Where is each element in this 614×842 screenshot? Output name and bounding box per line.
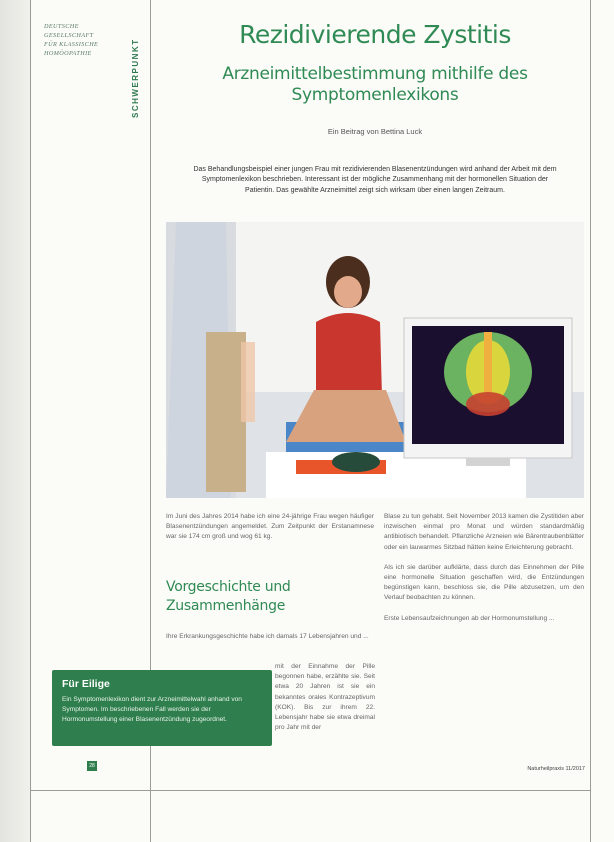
article-title: Rezidivierende Zystitis <box>239 20 511 49</box>
page-border-right <box>590 0 591 842</box>
logo-line: HOMÖOPATHIE <box>44 50 92 57</box>
section-label: SCHWERPUNKT <box>131 38 140 118</box>
logo-line: GESELLSCHAFT <box>44 32 94 39</box>
logo-line: FÜR KLASSISCHE <box>44 41 99 48</box>
body-paragraph: Ihre Erkrankungsgeschichte habe ich damals 17 Lebensjahren und ... <box>166 633 369 640</box>
body-column-left-narrow <box>275 662 375 743</box>
page-number: 28 <box>87 761 97 771</box>
footer-journal: Naturheilpraxis 11/2017 <box>527 766 585 772</box>
page-border-left <box>30 0 31 842</box>
logo-line: DEUTSCHE <box>44 23 79 30</box>
body-paragraph: mit der Einnahme der Pille begonnen habe, erzählte sie. Seit etwa 20 Jahren ist sie ein bekanntes orales Kontrazeptivum (KOK). Bis zur ihrem 22. Lebensjahr habe sie etwa dreimal pro Jahr mit der <box>275 663 375 732</box>
society-logo <box>44 22 104 102</box>
body-paragraph: Blase zu tun gehabt. Seit November 2013 kamen die Zystitiden aber inzwischen einmal pro Monat und würden standardmäßig antibiotisch behandelt. Pflanzliche Arzneien wie Bärentraubenblätter oder ein lauwarmes Sitzbad hätten keine Erleichterung gebracht. <box>384 513 584 551</box>
summary-box <box>52 670 272 746</box>
subtitle-line: Symptomenlexikons <box>291 85 459 105</box>
page-gutter <box>0 0 30 842</box>
body-column-left-top <box>166 512 374 553</box>
subtitle-line: Arzneimittelbestimmung mithilfe des <box>222 64 528 84</box>
body-paragraph: Im Juni des Jahres 2014 habe ich eine 24-jährige Frau wegen häufiger Blasenentzündungen angemeldet. Zum Zeitpunkt der Erstanamnese war sie 174 cm groß und wog 61 kg. <box>166 513 374 541</box>
body-column-left-mid <box>166 632 374 652</box>
article-subtitle <box>160 64 590 106</box>
body-paragraph: Erste Lebensaufzeichnungen ab der Hormonumstellung ... <box>384 614 555 622</box>
section-heading: Vorgeschichte und Zusammenhänge <box>166 579 291 614</box>
author-line: Ein Beitrag von Bettina Luck <box>327 127 423 136</box>
summary-box-text: Ein Symptomenlexikon dient zur Arzneimittelwahl anhand von Symptomen. Im beschriebenen Fall werden sie der Hormonumstellung einer Blasenentzündung zugeordnet. <box>62 696 242 723</box>
body-column-right <box>384 512 584 634</box>
intro-paragraph: Das Behandlungsbeispiel einer jungen Frau mit rezidivierenden Blasenentzündungen wird anhand der Arbeit mit dem Symptomenlexikon beschrieben. Interessant ist der mögliche Zusammenhang mit der hormonellen Situation der Patientin. Das gewählte Arzneimittel zeigt sich wirksam über einen langen Zeitraum. <box>193 166 557 194</box>
summary-box-title: Für Eilige <box>62 678 110 690</box>
article-photo <box>166 222 584 498</box>
body-paragraph: Als ich sie darüber aufklärte, dass durch das Einnehmen der Pille eine hormonelle Situation geschaffen wird, die Entzündungen begünstigen kann, beschloss sie, die Pille abzusetzen, um den Verlauf beobachten zu können. <box>384 563 584 602</box>
page-border-bottom <box>30 790 590 791</box>
